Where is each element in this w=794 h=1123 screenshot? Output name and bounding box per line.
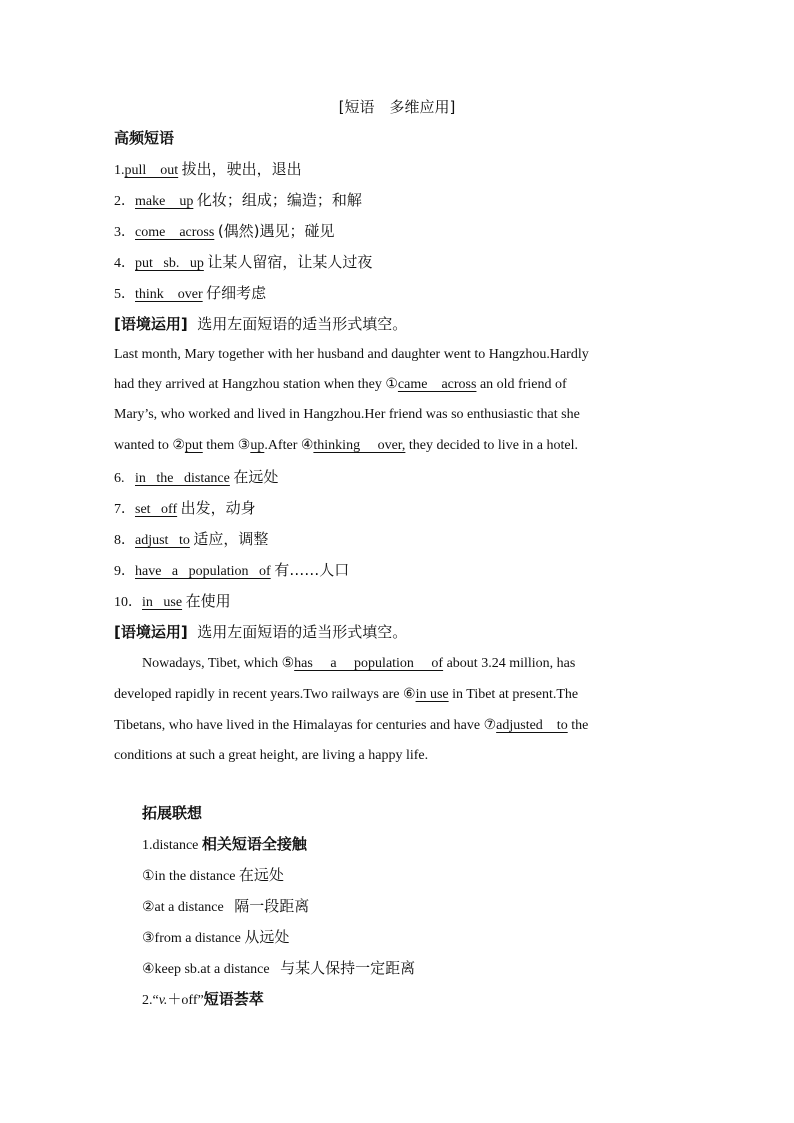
extension-item — [142, 896, 309, 918]
section-heading-extension: 拓展联想 — [142, 804, 203, 822]
phrase-answer: have a population of — [135, 564, 271, 579]
phrase-meaning: 在使用 — [185, 592, 231, 610]
phrase-answer: in the distance — [135, 471, 230, 486]
blank-answer: has a population of — [294, 656, 444, 671]
item-chinese: 与某人保持一定距离 — [280, 959, 416, 977]
phrase-meaning: 有……人口 — [274, 561, 350, 579]
subheading-verb: v. — [158, 993, 168, 1008]
phrase-number: 9． — [114, 564, 135, 579]
passage-text: .After ④ — [264, 438, 314, 453]
item-chinese: 隔一段距离 — [234, 897, 310, 915]
blank-answer: came across — [397, 377, 477, 392]
extension-item — [142, 865, 284, 887]
passage-text: an old friend of — [476, 377, 567, 392]
passage2-line — [114, 685, 578, 705]
phrase-answer: make up — [135, 194, 194, 209]
section-heading-high-frequency: 高频短语 — [114, 129, 175, 147]
phrase-meaning: 仔细考虑 — [206, 284, 267, 302]
phrase-item — [114, 190, 362, 212]
passage2-line: conditions at such a great height, are living a happy life. — [114, 748, 429, 763]
item-english: ④keep sb.at a distance — [142, 962, 274, 977]
context-label: [语境运用] — [114, 623, 188, 641]
passage-text: the — [567, 718, 589, 733]
subheading-text: 相关短语全接触 — [201, 835, 307, 853]
blank-answer: in use — [415, 687, 449, 702]
passage2-line — [114, 716, 588, 736]
item-chinese: 从远处 — [244, 928, 290, 946]
phrase-meaning: 让某人留宿，让某人过夜 — [207, 253, 373, 271]
phrase-answer: think over — [135, 287, 203, 302]
phrase-item — [114, 283, 266, 305]
extension-item — [142, 927, 289, 949]
blank-answer: put — [184, 438, 203, 453]
phrase-meaning: 出发，动身 — [180, 499, 256, 517]
phrase-item — [114, 221, 335, 243]
extension-subheading — [142, 989, 264, 1011]
subheading-number: 1.distance — [142, 838, 202, 853]
passage-text: Nowadays, Tibet, which ⑤ — [142, 656, 295, 671]
phrase-answer: come across — [135, 225, 215, 240]
phrase-meaning: 化妆；组成；编造；和解 — [196, 191, 362, 209]
phrase-item — [114, 159, 302, 181]
context-label: [语境运用] — [114, 315, 188, 333]
phrase-item — [114, 498, 256, 520]
passage-text: Tibetans, who have lived in the Himalayas for centuries and have ⑦ — [114, 718, 497, 733]
phrase-number: 10． — [114, 595, 142, 610]
passage1-line — [114, 436, 578, 456]
subheading-text: 短语荟萃 — [203, 990, 264, 1008]
phrase-meaning: 拔出，驶出，退出 — [181, 160, 302, 178]
phrase-number: 1. — [114, 163, 125, 178]
passage-text: they decided to live in a hotel. — [405, 438, 579, 453]
extension-item — [142, 958, 415, 980]
context-instruction: 选用左面短语的适当形式填空。 — [197, 623, 408, 641]
phrase-number: 3． — [114, 225, 135, 240]
phrase-answer: put sb. up — [135, 256, 204, 271]
phrase-answer: set off — [135, 502, 178, 517]
item-english: ③from a distance — [142, 931, 245, 946]
phrase-item — [114, 529, 268, 551]
passage-text: wanted to ② — [114, 438, 185, 453]
passage-text: had they arrived at Hangzhou station when they ① — [114, 377, 398, 392]
extension-subheading — [142, 834, 307, 856]
phrase-item — [114, 560, 349, 582]
passage-text: them ③ — [202, 438, 251, 453]
passage-text: in Tibet at present.The — [448, 687, 579, 702]
page-title: [短语 多维应用] — [338, 98, 456, 116]
subheading-number: 2.“ — [142, 993, 159, 1008]
phrase-item — [114, 591, 231, 613]
passage1-line: Last month, Mary together with her husband and daughter went to Hangzhou.Hardly — [114, 347, 589, 362]
passage2-line — [142, 654, 575, 674]
context-instruction-row — [114, 314, 407, 334]
phrase-answer: in use — [142, 595, 183, 610]
phrase-answer: pull out — [124, 163, 179, 178]
blank-answer: up — [250, 438, 265, 453]
blank-answer: adjusted to — [496, 718, 568, 733]
subheading-suffix: ＋off” — [167, 993, 204, 1008]
passage1-line: Mary’s, who worked and lived in Hangzhou.Her friend was so enthusiastic that she — [114, 407, 580, 422]
context-instruction: 选用左面短语的适当形式填空。 — [197, 315, 408, 333]
phrase-number: 4． — [114, 256, 135, 271]
item-chinese: 在远处 — [238, 866, 284, 884]
phrase-answer: adjust to — [135, 533, 190, 548]
phrase-item — [114, 252, 372, 274]
item-english: ②at a distance — [142, 900, 228, 915]
context-instruction-row — [114, 622, 407, 642]
passage-text: developed rapidly in recent years.Two railways are ⑥ — [114, 687, 416, 702]
passage-text: about 3.24 million, has — [443, 656, 576, 671]
phrase-meaning: (偶然)遇见；碰见 — [217, 222, 335, 240]
phrase-number: 5． — [114, 287, 135, 302]
phrase-number: 2． — [114, 194, 135, 209]
item-english: ①in the distance — [142, 869, 239, 884]
phrase-meaning: 适应，调整 — [193, 530, 269, 548]
phrase-meaning: 在远处 — [233, 468, 279, 486]
phrase-item — [114, 467, 278, 489]
passage1-line — [114, 375, 567, 395]
phrase-number: 7． — [114, 502, 135, 517]
phrase-number: 6. — [114, 471, 125, 486]
phrase-number: 8． — [114, 533, 135, 548]
blank-answer: thinking over, — [313, 438, 406, 453]
